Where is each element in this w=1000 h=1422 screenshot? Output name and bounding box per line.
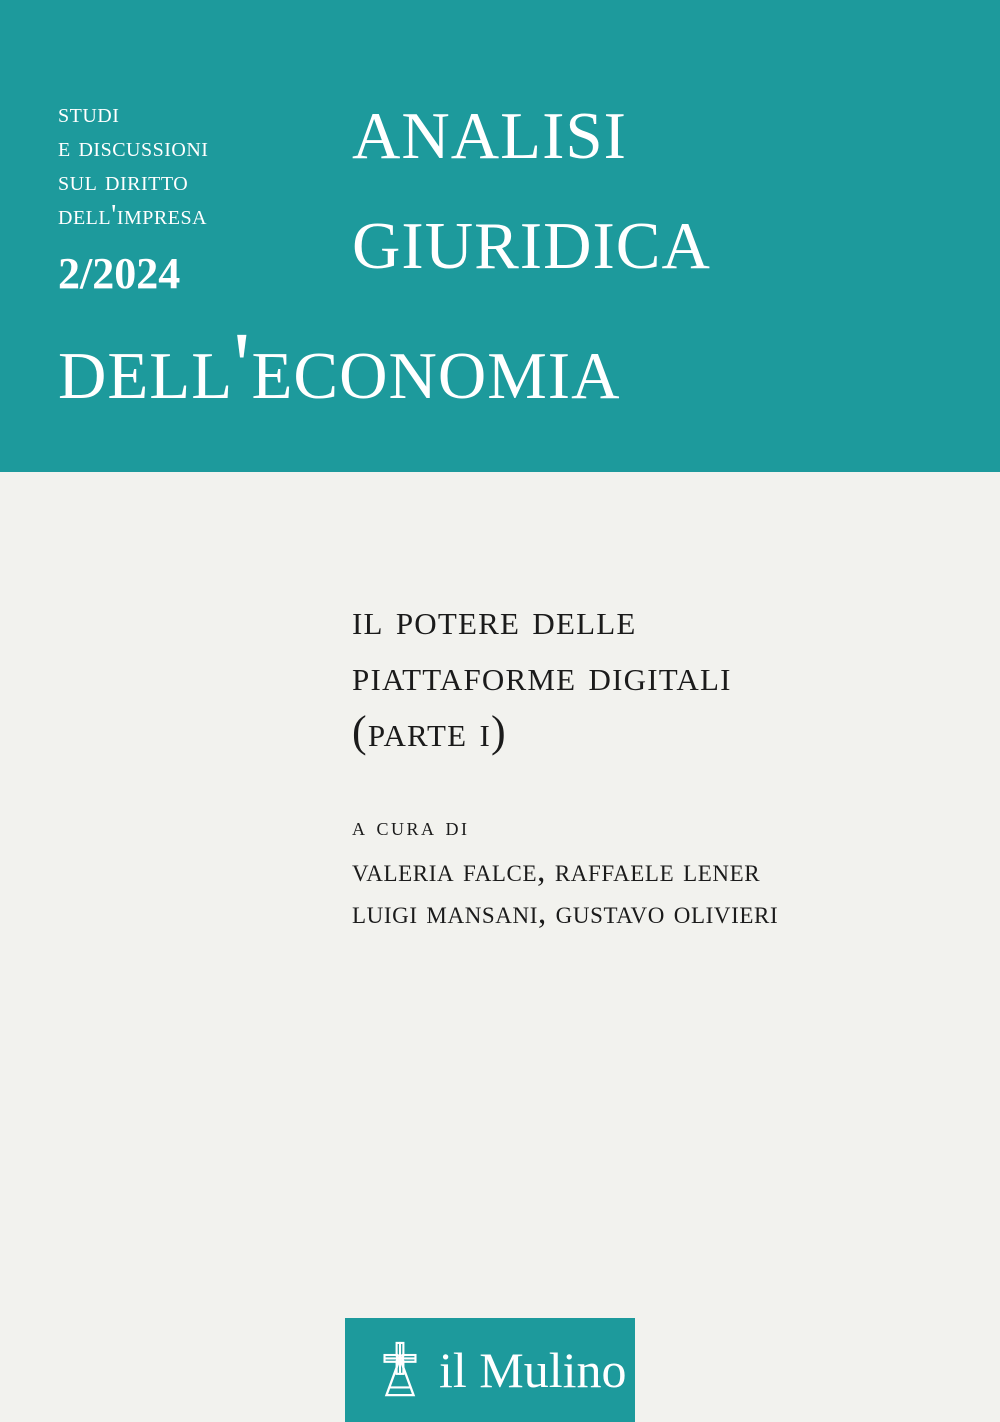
volume-title-line-1: il potere delle <box>352 595 637 644</box>
journal-title-line-2: giuridica <box>352 182 711 289</box>
journal-subtitle <box>58 96 333 232</box>
editors-label: a cura di <box>352 812 470 841</box>
volume-title-line-3: (parte i) <box>352 707 507 756</box>
publisher-logo <box>345 1318 635 1422</box>
issue-number: 2/2024 <box>58 249 181 298</box>
journal-subtitle-line-2: e discussioni <box>58 131 209 163</box>
journal-title-line-1: analisi <box>352 72 627 179</box>
volume-title <box>352 592 952 760</box>
journal-title-line-3: dell'economia <box>58 312 621 419</box>
journal-subtitle-line-3: sul diritto <box>58 165 189 197</box>
editors-block <box>352 812 952 934</box>
editors-name-line-1: valeria falce, raffaele lener <box>352 853 761 889</box>
windmill-icon <box>371 1339 429 1401</box>
editors-name-line-2: luigi mansani, gustavo olivieri <box>352 895 779 931</box>
journal-subtitle-line-4: dell'impresa <box>58 199 208 231</box>
volume-title-line-2: piattaforme digitali <box>352 651 732 700</box>
journal-subtitle-line-1: studi <box>58 97 120 129</box>
publisher-name: il Mulino <box>439 1342 627 1398</box>
